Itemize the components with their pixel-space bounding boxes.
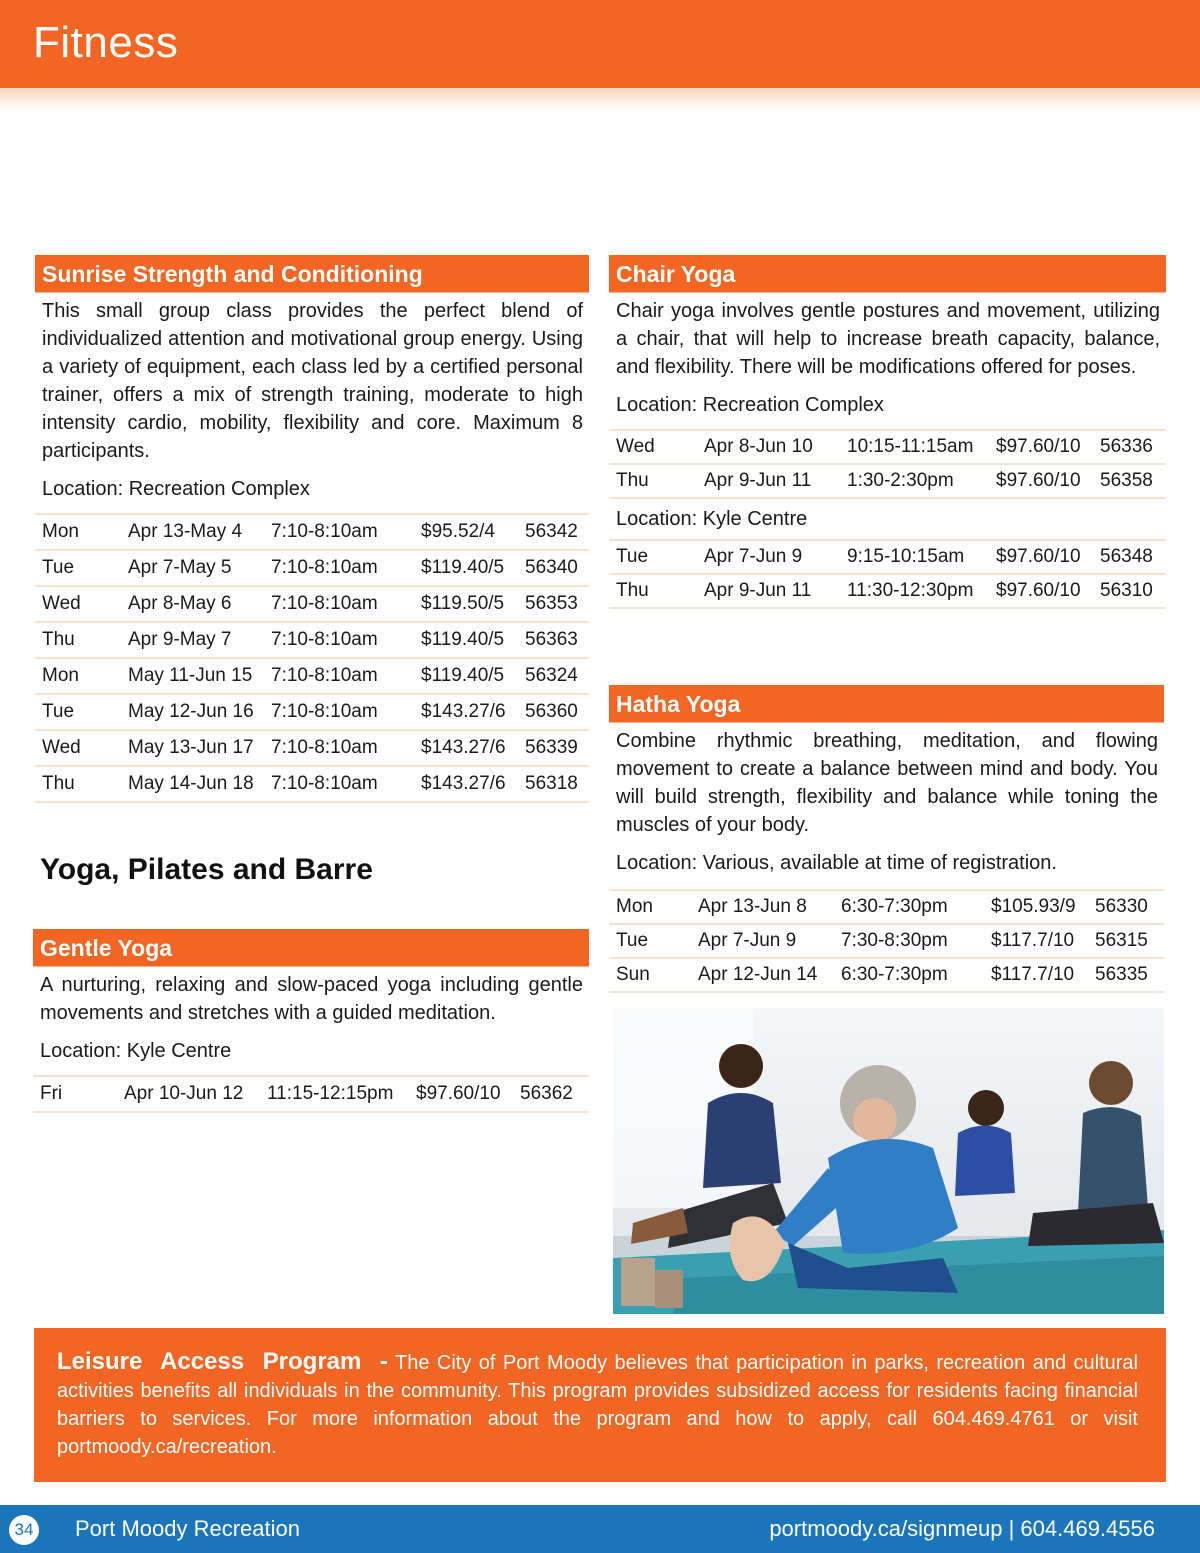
gentle-yoga-title: Gentle Yoga — [33, 929, 589, 967]
schedule-row — [609, 430, 1166, 464]
schedule-day: Tue — [609, 924, 691, 958]
yoga-class-photo — [613, 1008, 1164, 1314]
schedule-day: Mon — [35, 514, 121, 550]
schedule-course-code: 56360 — [518, 694, 589, 730]
chair-yoga-location-1: Location: Recreation Complex — [616, 394, 884, 416]
schedule-day: Thu — [35, 766, 121, 802]
schedule-course-code: 56315 — [1088, 924, 1164, 958]
chair-yoga-schedule-1 — [609, 429, 1166, 499]
schedule-dates: Apr 7-Jun 9 — [697, 540, 840, 574]
schedule-course-code: 56330 — [1088, 890, 1164, 924]
chair-yoga-location-2: Location: Kyle Centre — [616, 508, 808, 530]
schedule-dates: Apr 12-Jun 14 — [691, 958, 834, 992]
schedule-course-code: 56336 — [1093, 430, 1166, 464]
schedule-row — [609, 958, 1164, 992]
schedule-time: 7:10-8:10am — [264, 730, 414, 766]
schedule-course-code: 56318 — [518, 766, 589, 802]
sunrise-section — [35, 255, 589, 803]
schedule-dates: Apr 9-Jun 11 — [697, 574, 840, 608]
schedule-row — [35, 658, 589, 694]
schedule-time: 7:10-8:10am — [264, 694, 414, 730]
schedule-time: 7:10-8:10am — [264, 550, 414, 586]
schedule-course-code: 56335 — [1088, 958, 1164, 992]
schedule-fee: $97.60/10 — [989, 574, 1093, 608]
schedule-dates: May 13-Jun 17 — [121, 730, 264, 766]
schedule-fee: $143.27/6 — [414, 694, 518, 730]
schedule-time: 10:15-11:15am — [840, 430, 989, 464]
yoga-pilates-barre-heading: Yoga, Pilates and Barre — [40, 853, 373, 886]
schedule-row — [609, 540, 1166, 574]
schedule-fee: $117.7/10 — [984, 958, 1088, 992]
schedule-row — [609, 890, 1164, 924]
hatha-yoga-description: Combine rhythmic breathing, meditation, and flowing movement to create a balance between mind and body. You will build strength, flexibility and balance while toning the muscles of your body. — [616, 730, 1158, 836]
schedule-fee: $119.40/5 — [414, 550, 518, 586]
schedule-time: 6:30-7:30pm — [834, 958, 984, 992]
sunrise-schedule — [35, 513, 589, 803]
schedule-day: Thu — [609, 464, 697, 498]
schedule-day: Wed — [35, 586, 121, 622]
hatha-yoga-section — [609, 685, 1164, 993]
schedule-fee: $119.50/5 — [414, 586, 518, 622]
header-fade — [0, 88, 1200, 112]
schedule-row — [609, 924, 1164, 958]
gentle-yoga-description: A nurturing, relaxing and slow-paced yoga including gentle movements and stretches with a guided meditation. — [40, 974, 583, 1024]
schedule-course-code: 56339 — [518, 730, 589, 766]
hatha-yoga-schedule — [609, 889, 1164, 993]
schedule-day: Mon — [609, 890, 691, 924]
schedule-fee: $119.40/5 — [414, 622, 518, 658]
schedule-time: 11:30-12:30pm — [840, 574, 989, 608]
schedule-day: Thu — [609, 574, 697, 608]
schedule-time: 7:10-8:10am — [264, 586, 414, 622]
schedule-dates: Apr 8-May 6 — [121, 586, 264, 622]
schedule-fee: $97.60/10 — [409, 1076, 513, 1112]
page-number: 34 — [9, 1515, 39, 1545]
footer-bar — [0, 1505, 1200, 1553]
page-title: Fitness — [33, 18, 179, 67]
footer-org-name: Port Moody Recreation — [75, 1516, 300, 1541]
schedule-fee: $95.52/4 — [414, 514, 518, 550]
schedule-row — [35, 550, 589, 586]
schedule-course-code: 56342 — [518, 514, 589, 550]
chair-yoga-description: Chair yoga involves gentle postures and movement, utilizing a chair, that will help to increase breath capacity, balance, and flexibility. There will be modifications offered for poses. — [616, 300, 1160, 378]
schedule-day: Wed — [35, 730, 121, 766]
leisure-access-banner — [34, 1328, 1166, 1482]
schedule-course-code: 56340 — [518, 550, 589, 586]
schedule-course-code: 56358 — [1093, 464, 1166, 498]
gentle-yoga-section — [33, 929, 589, 1113]
schedule-row — [33, 1076, 589, 1112]
schedule-row — [609, 464, 1166, 498]
schedule-time: 7:10-8:10am — [264, 622, 414, 658]
leisure-access-lead: Leisure Access Program - — [57, 1348, 388, 1375]
schedule-course-code: 56348 — [1093, 540, 1166, 574]
schedule-day: Tue — [35, 694, 121, 730]
schedule-time: 7:10-8:10am — [264, 658, 414, 694]
schedule-fee: $105.93/9 — [984, 890, 1088, 924]
schedule-time: 11:15-12:15pm — [260, 1076, 409, 1112]
schedule-time: 6:30-7:30pm — [834, 890, 984, 924]
schedule-row — [35, 730, 589, 766]
schedule-dates: Apr 13-Jun 8 — [691, 890, 834, 924]
schedule-day: Tue — [609, 540, 697, 574]
schedule-course-code: 56353 — [518, 586, 589, 622]
sunrise-description: This small group class provides the perfect blend of individualized attention and motivational group energy. Using a variety of equipment, each class led by a certified personal trainer, offers a mix of strength training, moderate to high intensity cardio, mobility, flexibility and core. Maximum 8 participants. — [42, 300, 583, 462]
schedule-course-code: 56363 — [518, 622, 589, 658]
schedule-time: 7:10-8:10am — [264, 766, 414, 802]
leisure-access-body: The City of Port Moody believes that participation in parks, recreation and cultural activities benefits all individuals in the community. This program provides subsidized access for residents facing financial barriers to services. For more information about the program and how to apply, call 604.469.4761 or visit portmoody.ca/recreation. — [57, 1352, 1138, 1458]
header-band — [0, 0, 1200, 88]
schedule-fee: $119.40/5 — [414, 658, 518, 694]
sunrise-title: Sunrise Strength and Conditioning — [35, 255, 589, 293]
chair-yoga-title: Chair Yoga — [609, 255, 1166, 293]
schedule-row — [35, 514, 589, 550]
chair-yoga-section — [609, 255, 1166, 609]
schedule-row — [35, 622, 589, 658]
schedule-dates: Apr 13-May 4 — [121, 514, 264, 550]
schedule-course-code: 56362 — [513, 1076, 589, 1112]
hatha-yoga-title: Hatha Yoga — [609, 685, 1164, 723]
schedule-time: 7:10-8:10am — [264, 514, 414, 550]
schedule-day: Thu — [35, 622, 121, 658]
schedule-fee: $97.60/10 — [989, 464, 1093, 498]
schedule-row — [35, 694, 589, 730]
schedule-dates: Apr 9-Jun 11 — [697, 464, 840, 498]
hatha-yoga-location: Location: Various, available at time of registration. — [616, 852, 1057, 874]
schedule-dates: Apr 7-May 5 — [121, 550, 264, 586]
schedule-fee: $143.27/6 — [414, 766, 518, 802]
schedule-dates: Apr 7-Jun 9 — [691, 924, 834, 958]
yoga-class-illustration — [613, 1008, 1164, 1314]
chair-yoga-schedule-2 — [609, 539, 1166, 609]
schedule-dates: Apr 8-Jun 10 — [697, 430, 840, 464]
schedule-course-code: 56310 — [1093, 574, 1166, 608]
gentle-yoga-location: Location: Kyle Centre — [40, 1040, 232, 1062]
schedule-course-code: 56324 — [518, 658, 589, 694]
schedule-dates: May 14-Jun 18 — [121, 766, 264, 802]
footer-contact: portmoody.ca/signmeup | 604.469.4556 — [769, 1516, 1155, 1541]
schedule-day: Wed — [609, 430, 697, 464]
schedule-dates: May 11-Jun 15 — [121, 658, 264, 694]
schedule-fee: $97.60/10 — [989, 540, 1093, 574]
schedule-time: 7:30-8:30pm — [834, 924, 984, 958]
schedule-fee: $143.27/6 — [414, 730, 518, 766]
schedule-row — [609, 574, 1166, 608]
schedule-time: 9:15-10:15am — [840, 540, 989, 574]
schedule-day: Fri — [33, 1076, 117, 1112]
schedule-row — [35, 766, 589, 802]
schedule-dates: Apr 9-May 7 — [121, 622, 264, 658]
schedule-fee: $117.7/10 — [984, 924, 1088, 958]
schedule-row — [35, 586, 589, 622]
schedule-day: Tue — [35, 550, 121, 586]
schedule-dates: May 12-Jun 16 — [121, 694, 264, 730]
schedule-dates: Apr 10-Jun 12 — [117, 1076, 260, 1112]
leisure-access-text — [57, 1348, 1138, 1461]
schedule-fee: $97.60/10 — [989, 430, 1093, 464]
schedule-time: 1:30-2:30pm — [840, 464, 989, 498]
schedule-day: Mon — [35, 658, 121, 694]
sunrise-location: Location: Recreation Complex — [42, 478, 310, 500]
gentle-yoga-schedule — [33, 1075, 589, 1113]
schedule-day: Sun — [609, 958, 691, 992]
